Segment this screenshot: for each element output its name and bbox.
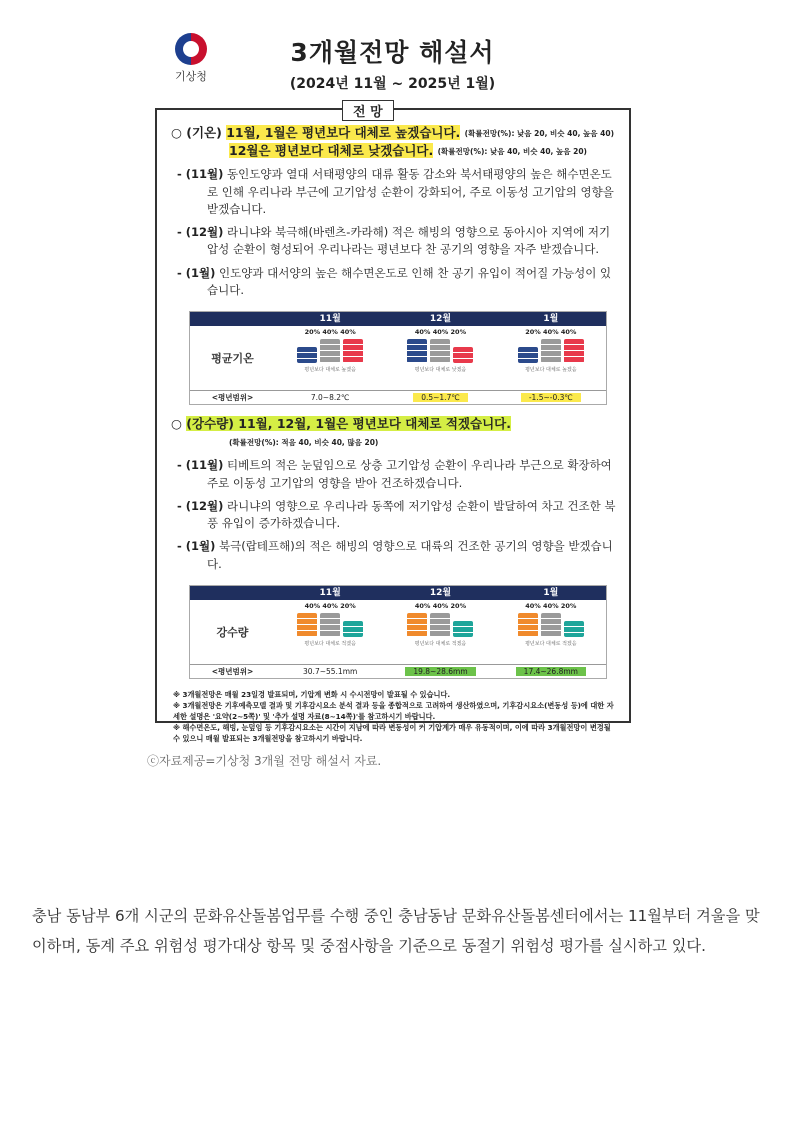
- image-credit: ⓒ자료제공=기상청 3개월 전망 해설서 자료.: [147, 754, 382, 768]
- precip-item: - (1월) 북극(랍테프해)의 적은 해빙의 영향으로 대륙의 건조한 공기의 영향을 받겠습니다.: [177, 539, 613, 571]
- temp-item: - (12월) 라니냐와 북극해(바렌츠-카라해) 적은 해빙의 영향으로 동아시아 지역에 저기압성 순환이 형성되어 우리나라는 평년보다 찬 공기의 영향을 자주 받겠습니다.: [177, 225, 611, 257]
- precip-cell-jan: 40% 40% 20% 평년보다 대체로 적겠음: [496, 600, 606, 664]
- above-bar-icon: [453, 347, 473, 363]
- temp-line2: 12월은 평년보다 대체로 낮겠습니다.: [229, 143, 434, 159]
- above-bar-icon: [453, 621, 473, 637]
- precip-item: - (12월) 라니냐의 영향으로 우리나라 동쪽에 저기압성 순환이 발달하여 차고 건조한 북풍 유입이 증가하겠습니다.: [177, 498, 616, 530]
- temperature-table: [189, 311, 607, 405]
- table-range-row: <평년범위> 30.7~55.1mm 19.8~28.6mm 17.4~26.8mm: [190, 665, 606, 678]
- temp-cell-jan: 20% 40% 40% 평년보다 대체로 높겠음: [496, 326, 606, 390]
- footnote: ※ 해수면온도, 해빙, 눈덮임 등 기후감시요소는 시간이 지남에 따라 변동성이 커 기압계가 매우 유동적이며, 이에 따라 3개월전망이 변경될 수 있으니 매월 발표되는 3개월전망을 참고하시기 바랍니다.: [173, 723, 611, 744]
- row-label: 평균기온: [211, 352, 254, 365]
- precip-cell-dec: 40% 40% 20% 평년보다 대체로 적겠음: [385, 600, 495, 664]
- below-bar-icon: [407, 613, 427, 637]
- temp-line2-prob: (확률전망(%): 낮음 40, 비슷 40, 높음 20): [437, 147, 587, 157]
- normal-bar-icon: [541, 339, 561, 363]
- temp-item: - (1월) 인도양과 대서양의 높은 해수면온도로 인해 찬 공기 유입이 적어질 가능성이 있습니다.: [177, 265, 612, 297]
- article-paragraph: 충남 동남부 6개 시군의 문화유산돌봄업무를 수행 중인 충남동남 문화유산돌봄센터에서는 11월부터 겨울을 맞이하며, 동계 주요 위험성 평가대상 항목 및 중점사항을 기준으로 동절기 위험성 평가를 실시하고 있다.: [32, 907, 760, 955]
- above-bar-icon: [564, 339, 584, 363]
- document-header: [150, 25, 635, 93]
- normal-bar-icon: [430, 339, 450, 363]
- row-label: 강수량: [216, 625, 249, 639]
- table-body: [190, 600, 606, 665]
- agency-name: 기상청: [175, 70, 207, 83]
- precip-summary: [171, 415, 619, 451]
- temperature-summary: [171, 124, 619, 160]
- footnotes: [173, 689, 619, 745]
- footnote: ※ 3개월전망은 기후예측모델 결과 및 기후감시요소 분석 결과 등을 종합적으로 고려하여 생산하였으며, 기후감시요소(변동성 등)에 대한 자세한 설명은 '요약(2~5쪽)' 및 '추가 설명 자료(8~14쪽)'를 참고하시기 바랍니다.: [173, 700, 614, 722]
- precip-line1-prob: (확률전망(%): 적음 40, 비슷 40, 많음 20): [229, 438, 379, 448]
- temp-line1-prob: (확률전망(%): 낮음 20, 비슷 40, 높음 40): [464, 129, 615, 138]
- outlook-box: [155, 105, 631, 744]
- normal-bar-icon: [430, 613, 450, 637]
- table-header: 11월 12월 1월: [190, 586, 606, 600]
- precip-item: - (11월) 티베트의 적은 눈덮임으로 상층 고기압성 순환이 우리나라 부근으로 확장하여 주로 이동성 고기압의 영향을 받아 건조하겠습니다.: [177, 458, 612, 490]
- document-period: (2024년 11월 ~ 2025년 1월): [289, 76, 496, 92]
- document-title: 3개월전망 해설서: [290, 38, 495, 67]
- temp-cell-nov: 20% 40% 40% 평년보다 대체로 높겠음: [275, 326, 385, 390]
- temp-cell-dec: 40% 40% 20% 평년보다 대체로 낮겠음: [385, 326, 495, 390]
- normal-bar-icon: [320, 339, 340, 363]
- above-bar-icon: [564, 621, 584, 637]
- footnote: ※ 3개월전망은 매월 23일경 발표되며, 기압계 변화 시 수시전망이 발표될 수 있습니다.: [173, 689, 451, 699]
- outlook-label: 전 망: [342, 100, 394, 121]
- below-bar-icon: [407, 339, 427, 363]
- below-bar-icon: [518, 613, 538, 637]
- normal-bar-icon: [320, 613, 340, 637]
- table-header: 11월 12월 1월: [190, 312, 606, 326]
- normal-bar-icon: [541, 613, 561, 637]
- precip-line1: (강수량) 11월, 12월, 1월은 평년보다 대체로 적겠습니다.: [186, 416, 511, 431]
- above-bar-icon: [343, 339, 363, 363]
- below-bar-icon: [297, 347, 317, 363]
- temp-line1: 11월, 1월은 평년보다 대체로 높겠습니다.: [226, 125, 461, 140]
- precipitation-table: [189, 585, 607, 679]
- table-body: [190, 326, 606, 391]
- temp-item: - (11월) 동인도양과 열대 서태평양의 대류 활동 감소와 북서태평양의 높은 해수면온도로 인해 우리나라 부근에 고기압성 순환이 강화되어, 주로 이동성 고기압의 영향을 받겠습니다.: [177, 167, 614, 216]
- above-bar-icon: [343, 621, 363, 637]
- precip-cell-nov: 40% 40% 20% 평년보다 대체로 적겠음: [275, 600, 385, 664]
- precip-bullet: ○: [171, 416, 187, 431]
- table-range-row: <평년범위> 7.0~8.2℃ 0.5~1.7℃ -1.5~-0.3℃: [190, 391, 606, 404]
- below-bar-icon: [297, 613, 317, 637]
- temp-bullet: ○ (기온): [171, 125, 227, 140]
- below-bar-icon: [518, 347, 538, 363]
